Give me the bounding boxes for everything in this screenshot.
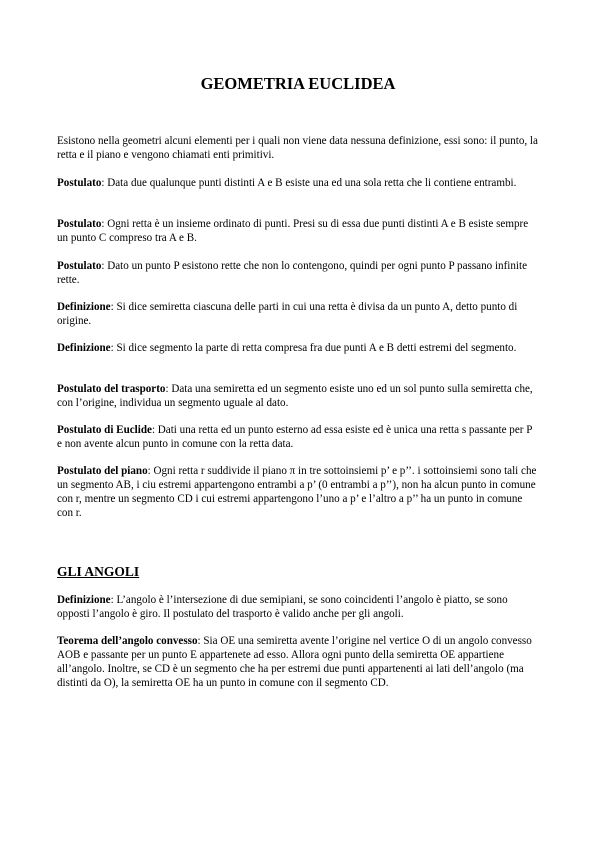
paragraph-postulato-piano	[57, 464, 539, 520]
paragraph-term: Postulato	[57, 177, 102, 189]
paragraph-term: Postulato del trasporto	[57, 383, 166, 395]
paragraph-text: : Data due qualunque punti distinti A e B esiste una ed una sola retta che li contiene entrambi.	[101, 177, 517, 189]
paragraph-term: Teorema dell’angolo convesso	[57, 635, 198, 647]
intro-paragraph: Esistono nella geometri alcuni elementi per i quali non viene data nessuna definizione, essi sono: il punto, la retta e il piano e vengono chiamati enti primitivi.	[57, 135, 538, 161]
paragraph-definizione-semiretta	[57, 300, 539, 328]
paragraph-term: Postulato	[57, 260, 102, 272]
paragraph-term: Definizione	[57, 342, 111, 354]
section-heading-angoli: GLI ANGOLI	[57, 564, 140, 579]
paragraph-postulato-2	[57, 217, 539, 245]
paragraph-text: : Sia OE una semiretta avente l’origine nel vertice O di un angolo convesso AOB e passante per un punto E appartenete ad esso. Allora ogni punto della semiretta OE appartiene all’angolo. Inoltre, se CD è un segmento che ha per estremi due punti appartenenti ai lati dell’angolo (ma distinti da O), la semiretta OE ha un punto in comune con il segmento CD.	[57, 635, 532, 689]
paragraph-text: : Ogni retta r suddivide il piano π in tre sottoinsiemi p’ e p’’. i sottoinsiemi sono tali che un segmento AB, i ciu estremi appartengono entrambi a p’ (0 entrambi a p’’), non ha alcun punto in comune con r, mentre un segmento CD i cui estremi appartengono l’uno a p’ e l’altro a p’’ ha un punto in comune con r.	[57, 465, 537, 519]
paragraph-term: Definizione	[57, 301, 111, 313]
paragraph-term: Postulato del piano	[57, 465, 148, 477]
paragraph-term: Postulato	[57, 218, 102, 230]
paragraph-postulato-3	[57, 259, 539, 287]
paragraph-text: : Si dice segmento la parte di retta compresa fra due punti A e B detti estremi del segmento.	[110, 342, 517, 354]
paragraph-term: Postulato di Euclide	[57, 424, 152, 436]
paragraph-teorema-angolo-convesso	[57, 634, 539, 690]
paragraph-text: : Dato un punto P esistono rette che non lo contengono, quindi per ogni punto P passano infinite rette.	[57, 260, 527, 286]
paragraph-term: Definizione	[57, 594, 111, 606]
paragraph-postulato-trasporto	[57, 382, 539, 410]
paragraph-text: : Dati una retta ed un punto esterno ad essa esiste ed è unica una retta s passante per P e non avente alcun punto in comune con la retta data.	[57, 424, 532, 450]
paragraph-text: : Ogni retta è un insieme ordinato di punti. Presi su di essa due punti distinti A e B esiste sempre un punto C compreso tra A e B.	[57, 218, 529, 244]
paragraph-text: : Si dice semiretta ciascuna delle parti in cui una retta è divisa da un punto A, detto punto di origine.	[57, 301, 518, 327]
paragraph-text: : L’angolo è l’intersezione di due semipiani, se sono coincidenti l’angolo è piatto, se sono opposti l’angolo è giro. Il postulato del trasporto è valido anche per gli angoli.	[57, 594, 508, 620]
paragraph-definizione-segmento	[57, 341, 539, 355]
paragraph-definizione-angolo	[57, 593, 539, 621]
paragraph-postulato-euclide	[57, 423, 539, 451]
paragraph-text: : Data una semiretta ed un segmento esiste uno ed un sol punto sulla semiretta che, con l’origine, individua un segmento uguale al dato.	[57, 383, 533, 409]
document-title: GEOMETRIA EUCLIDEA	[200, 74, 396, 93]
paragraph-postulato-1	[57, 176, 539, 190]
